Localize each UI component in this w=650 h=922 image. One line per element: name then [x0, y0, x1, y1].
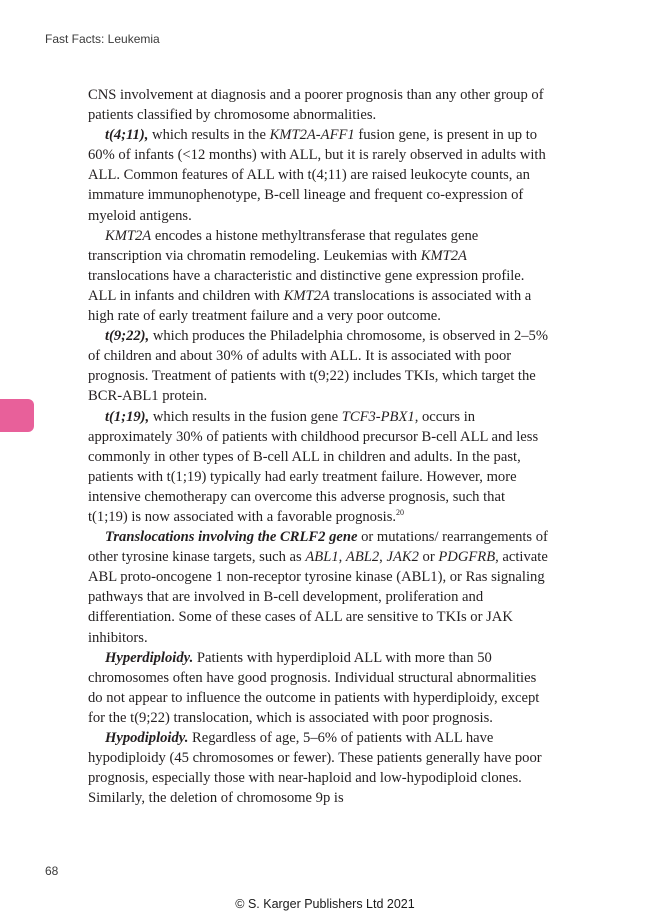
gene-kmt2a-aff1: KMT2A-AFF1	[269, 127, 355, 144]
gene-kmt2a: KMT2A	[283, 287, 330, 304]
paragraph-cns-continuation: CNS involvement at diagnosis and a poorer prognosis than any other group of patients classified by chromosome abnormalities.	[88, 87, 544, 124]
paragraph-t1-19: t(1;19), which results in the fusion gene TCF3-PBX1, occurs in approximately 30% of patients with childhood precursor B-cell ALL and less commonly in other types of B-cell ALL in children and adults. In the past, patients with t(1;19) typically had early treatment failure. However, more intensive chemotherapy can overcome this adverse prognosis, such that t(1;19) is now associated with a favorable prognosis.$^{20}$	[88, 408, 539, 525]
paragraph-t9-22: t(9;22), which produces the Philadelphia chromosome, is observed in 2–5% of children and about 30% of adults with ALL. It is associated with poor prognosis. Treatment of patients with t(9;22) includes TKIs, which target the BCR-ABL1 protein.	[88, 328, 549, 405]
reference-superscript: 20	[396, 508, 405, 518]
term-t1-19: t(1;19),	[105, 408, 150, 425]
paragraph-hyperdiploidy: Hyperdiploidy. Patients with hyperdiploid ALL with more than 50 chromosomes often have good prognosis. Individual structural abnormalities do not appear to influence the outcome in patients with hyperdiploidy, except for the t(9;22) translocation, which is associated with poor prognosis.	[88, 649, 540, 726]
running-head-title: Fast Facts: Leukemia	[45, 32, 160, 46]
gene-kmt2a: KMT2A	[420, 247, 467, 264]
term-t4-11: t(4;11),	[105, 127, 149, 144]
page-number: 68	[45, 864, 59, 878]
paragraph-t4-11: t(4;11), which results in the KMT2A-AFF1 fusion gene, is present in up to 60% of infants (<12 months) with ALL, but it is rarely observed in adults with ALL. Common features of ALL with t(4;11) are raised leukocyte counts, an immature immunophenotype, B-cell lineage and frequent co-expression of myeloid antigens.	[88, 127, 546, 224]
gene-tcf3-pbx1: TCF3-PBX1	[341, 408, 415, 425]
term-hypodiploidy: Hypodiploidy.	[105, 730, 189, 746]
gene-jak2: JAK2	[386, 549, 419, 566]
term-hyperdiploidy: Hyperdiploidy.	[105, 649, 194, 666]
term-t9-22: t(9;22),	[105, 328, 150, 345]
gene-pdgfrb: PDGFRB	[438, 549, 496, 566]
paragraph-hypodiploidy: Hypodiploidy. Regardless of age, 5–6% of patients with ALL have hypodiploidy (45 chromosomes or fewer). These patients generally have poor prognosis, especially those with near-haploid and low-hypodiploid clones. Similarly, the deletion of chromosome 9p is	[88, 730, 542, 807]
paragraph-crlf2: Translocations involving the CRLF2 gene or mutations/ rearrangements of other tyrosine kinase targets, such as ABL1, ABL2, JAK2 or PDGFRB, activate ABL proto-oncogene 1 non-receptor tyrosine kinase (ABL1), or Ras signaling pathways that are involved in B-cell development, proliferation and differentiation. Some of these cases of ALL are sensitive to TKIs or JAK inhibitors.	[88, 529, 548, 646]
gene-kmt2a: KMT2A	[105, 227, 152, 244]
gene-abl2: ABL2	[345, 549, 380, 566]
gene-abl1: ABL1	[305, 549, 339, 566]
body-text	[88, 85, 548, 808]
chapter-tab-marker	[0, 399, 34, 432]
copyright-notice: © S. Karger Publishers Ltd 2021	[235, 897, 415, 911]
term-crlf2-translocations: Translocations involving the CRLF2 gene	[105, 529, 358, 546]
paragraph-kmt2a: KMT2A encodes a histone methyltransferase that regulates gene transcription via chromatin remodeling. Leukemias with KMT2A translocations have a characteristic and distinctive gene expression profile. ALL in infants and children with KMT2A translocations is associated with a high rate of early treatment failure and a very poor outcome.	[88, 227, 532, 325]
